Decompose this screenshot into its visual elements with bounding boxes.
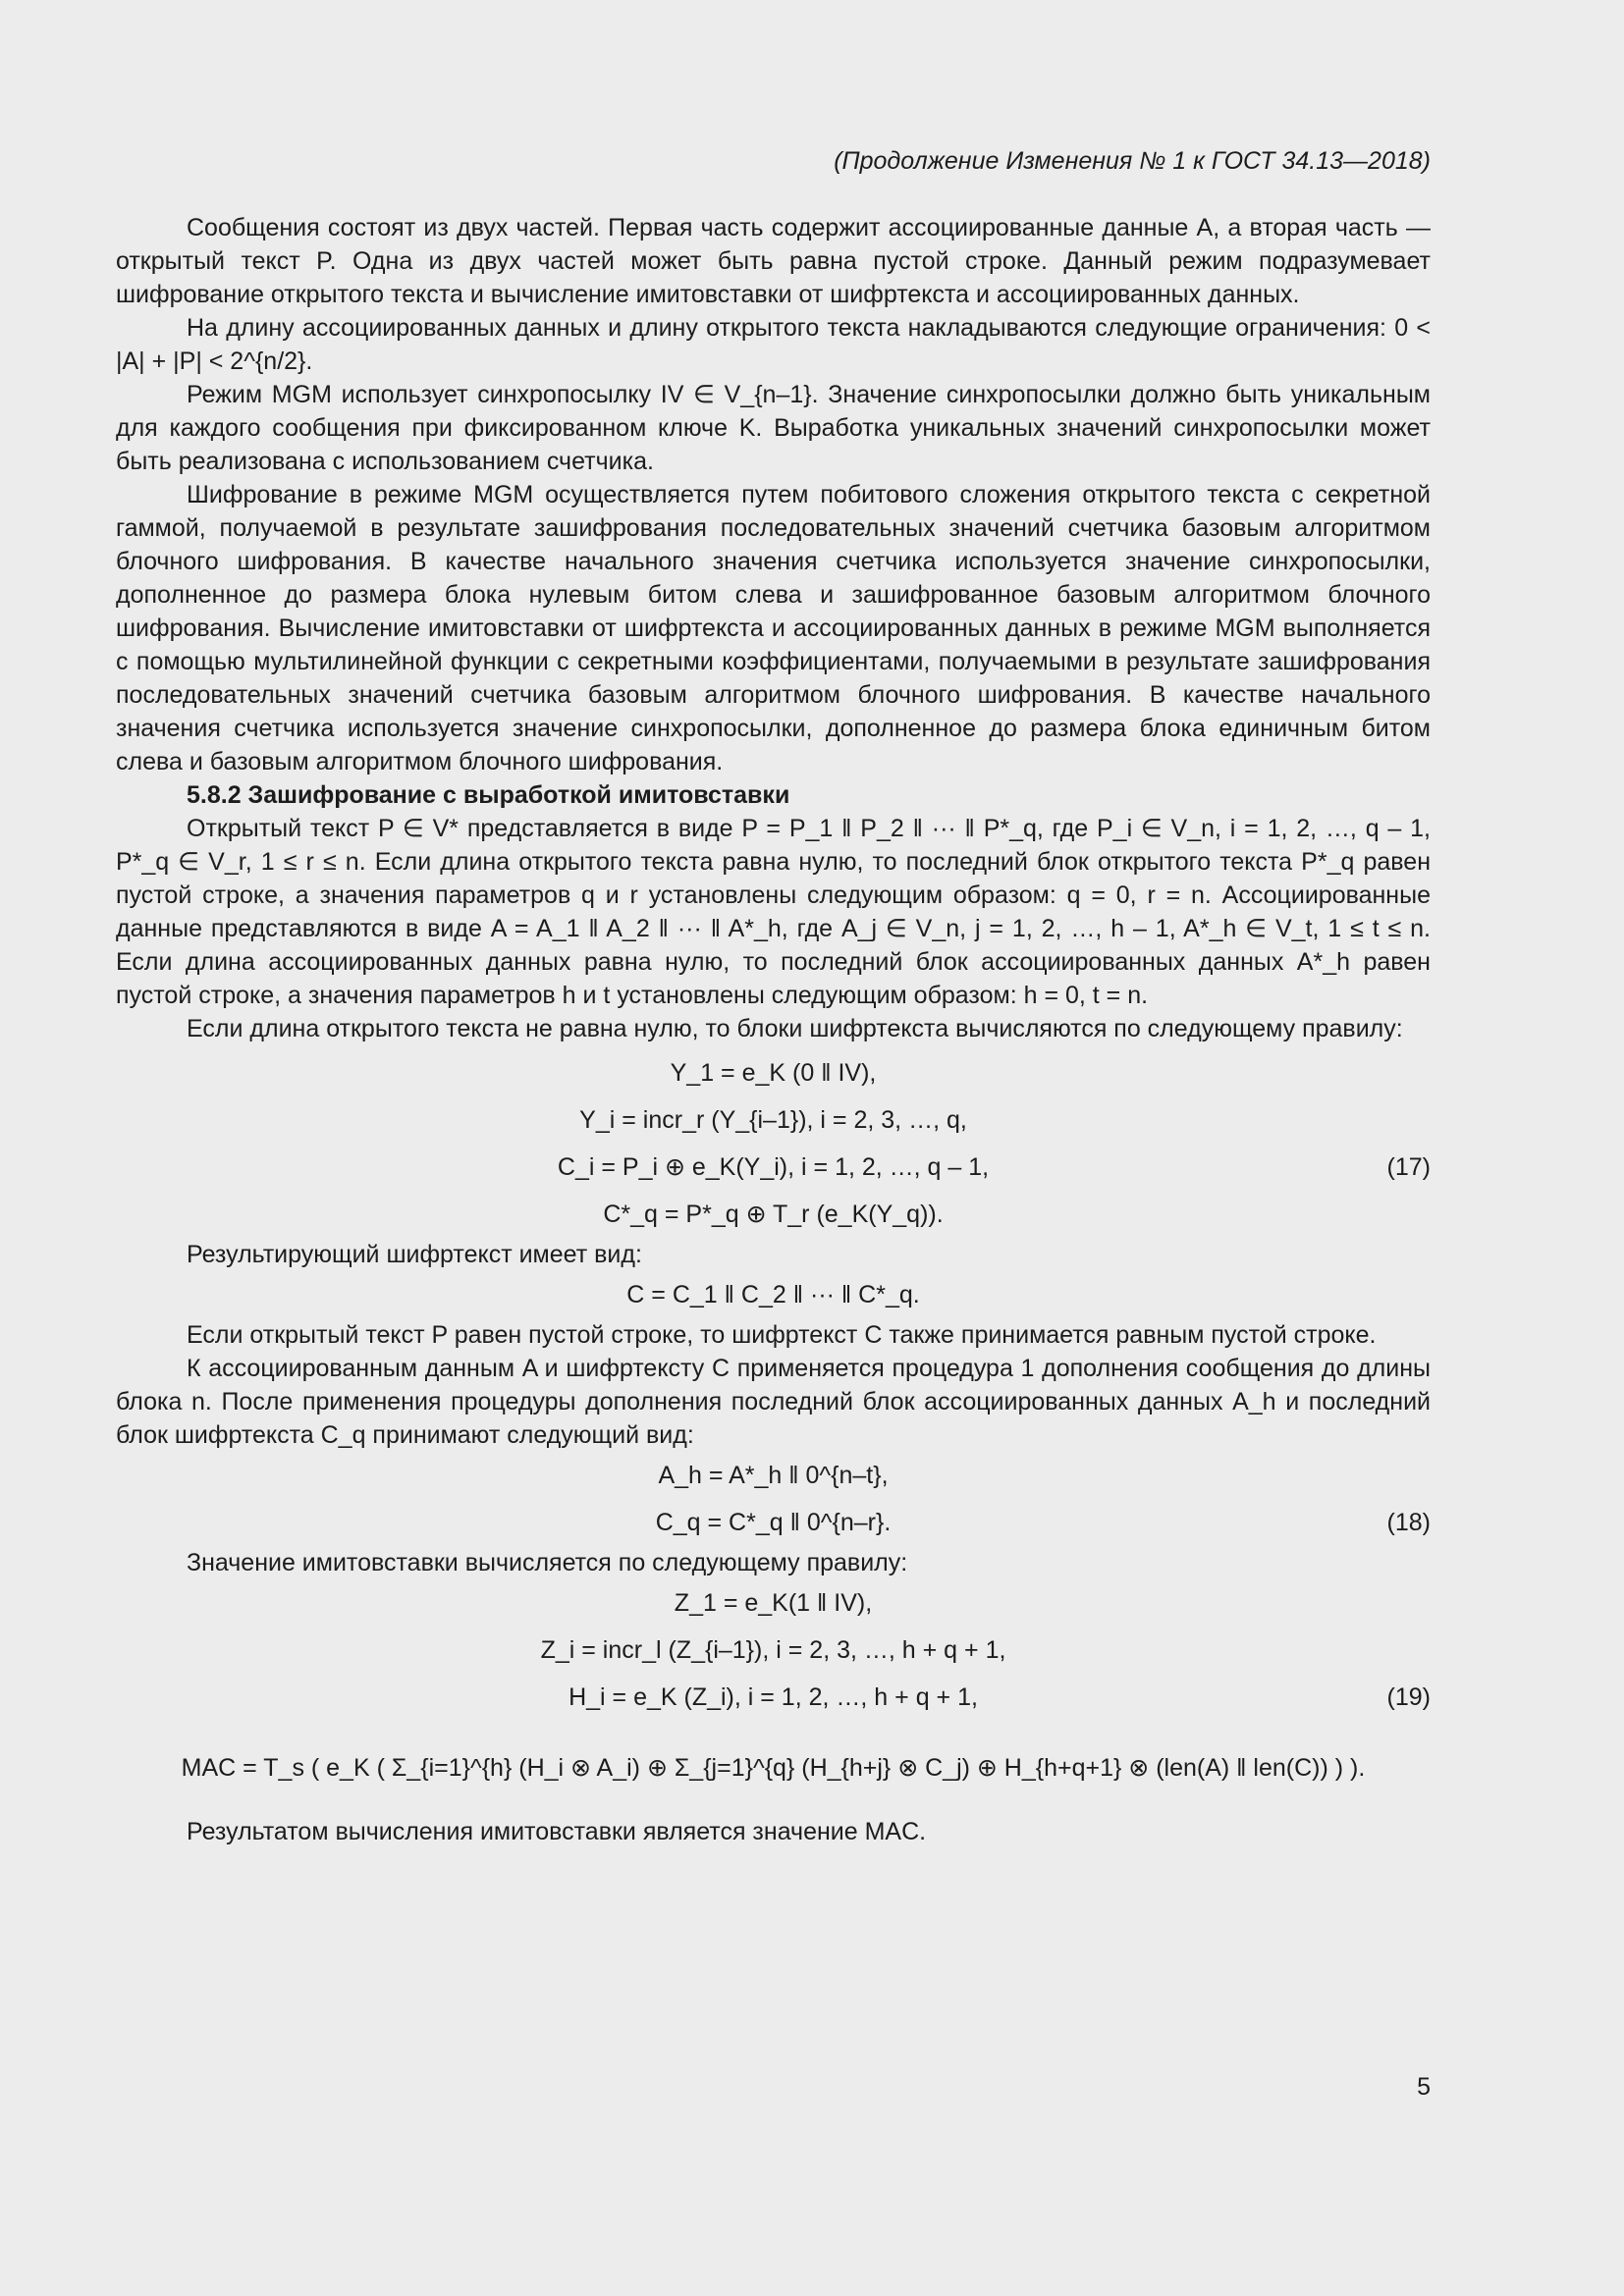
paragraph: Режим MGM использует синхропосылку IV ∈ V_{n–1}. Значение синхропосылки должно быть уникальным для каждого сообщения при фиксированном ключе K. Выработка уникальных значений синхропосылки может быть реализована с использованием счетчика. (116, 381, 1431, 475)
paragraph: Если длина открытого текста не равна нулю, то блоки шифртекста вычисляются по следующему правилу: (187, 1015, 1403, 1042)
body-text (116, 211, 1431, 1848)
equation-line: C_q = C*_q ‖ 0^{n–r}. (18) (116, 1499, 1431, 1546)
equation-line: Y_1 = e_K (0 ‖ IV), (670, 1059, 877, 1087)
equation-line: Z_1 = e_K(1 ‖ IV), (674, 1589, 873, 1617)
equation-17 (116, 1049, 1431, 1238)
paragraph: Значение имитовставки вычисляется по следующему правилу: (187, 1549, 908, 1576)
equation-line: C_i = P_i ⊕ e_K(Y_i), i = 1, 2, …, q – 1, (17) (116, 1144, 1431, 1191)
equation-number: (18) (1386, 1509, 1431, 1536)
page-number: 5 (1417, 2073, 1431, 2101)
paragraph: На длину ассоциированных данных и длину открытого текста накладываются следующие ограничения: 0 < |A| + |P| < 2^{n/2}. (116, 314, 1431, 375)
equation-line: H_i = e_K (Z_i), i = 1, 2, …, h + q + 1, (19) (116, 1674, 1431, 1721)
paragraph: К ассоциированным данным A и шифртексту C применяется процедура 1 дополнения сообщения до длины блока n. После применения процедуры дополнения последний блок ассоциированных данных A_h и последний блок шифртекста C_q принимают следующий вид: (116, 1355, 1431, 1449)
equation-mac: MAC = T_s ( e_K ( Σ_{i=1}^{h} (H_i ⊗ A_i) ⊕ Σ_{j=1}^{q} (H_{h+j} ⊗ C_j) ⊕ H_{h+q+1} ⊗ (len(A) ‖ len(C)) ) ). (181, 1754, 1366, 1782)
equation-number: (19) (1386, 1683, 1431, 1711)
equation-number: (17) (1386, 1153, 1431, 1181)
paragraph: Результирующий шифртекст имеет вид: (187, 1241, 642, 1268)
paragraph: Сообщения состоят из двух частей. Первая часть содержит ассоциированные данные A, а вторая часть — открытый текст P. Одна из двух частей может быть равна пустой строке. Данный режим подразумевает шифрование открытого текста и вычисление имитовставки от шифртекста и ассоциированных данных. (116, 214, 1431, 308)
equation-line: Z_i = incr_l (Z_{i–1}), i = 2, 3, …, h + q + 1, (540, 1636, 1006, 1664)
equation-line: Y_i = incr_r (Y_{i–1}), i = 2, 3, …, q, (579, 1106, 967, 1134)
equation-ciphertext: C = C_1 ‖ C_2 ‖ ··· ‖ C*_q. (626, 1281, 920, 1308)
equation-18 (116, 1452, 1431, 1546)
paragraph: Результатом вычисления имитовставки является значение MAC. (187, 1818, 927, 1845)
equation-line: C*_q = P*_q ⊕ T_r (e_K(Y_q)). (603, 1201, 944, 1228)
section-heading: 5.8.2 Зашифрование с выработкой имитовставки (187, 781, 790, 809)
paragraph: Открытый текст P ∈ V* представляется в виде P = P_1 ‖ P_2 ‖ ··· ‖ P*_q, где P_i ∈ V_n, i = 1, 2, …, q – 1, P*_q ∈ V_r, 1 ≤ r ≤ n. Если длина открытого текста равна нулю, то последний блок открытого текста P*_q равен пустой строке, а значения параметров q и r установлены следующим образом: q = 0, r = n. Ассоциированные данные представляются в виде A = A_1 ‖ A_2 ‖ ··· ‖ A*_h, где A_j ∈ V_n, j = 1, 2, …, h – 1, A*_h ∈ V_t, 1 ≤ t ≤ n. Если длина ассоциированных данных равна нулю, то последний блок ассоциированных данных A*_h равен пустой строке, а значения параметров h и t установлены следующим образом: h = 0, t = n. (116, 815, 1431, 1009)
paragraph: Если открытый текст P равен пустой строке, то шифртекст C также принимается равным пустой строке. (187, 1321, 1377, 1349)
equation-line: A_h = A*_h ‖ 0^{n–t}, (658, 1462, 889, 1489)
running-header: (Продолжение Изменения № 1 к ГОСТ 34.13—2018) (834, 147, 1431, 175)
equation-19 (116, 1579, 1431, 1721)
paragraph: Шифрование в режиме MGM осуществляется путем побитового сложения открытого текста с секретной гаммой, получаемой в результате зашифрования последовательных значений счетчика базовым алгоритмом блочного шифрования. В качестве начального значения счетчика используется значение синхропосылки, дополненное до размера блока нулевым битом слева и зашифрованное базовым алгоритмом блочного шифрования. Вычисление имитовставки от шифртекста и ассоциированных данных в режиме MGM выполняется с помощью мультилинейной функции с секретными коэффициентами, получаемыми в результате зашифрования последовательных значений счетчика базовым алгоритмом блочного шифрования. В качестве начального значения счетчика используется значение синхропосылки, дополненное до размера блока единичным битом слева и базовым алгоритмом блочного шифрования. (116, 481, 1431, 775)
